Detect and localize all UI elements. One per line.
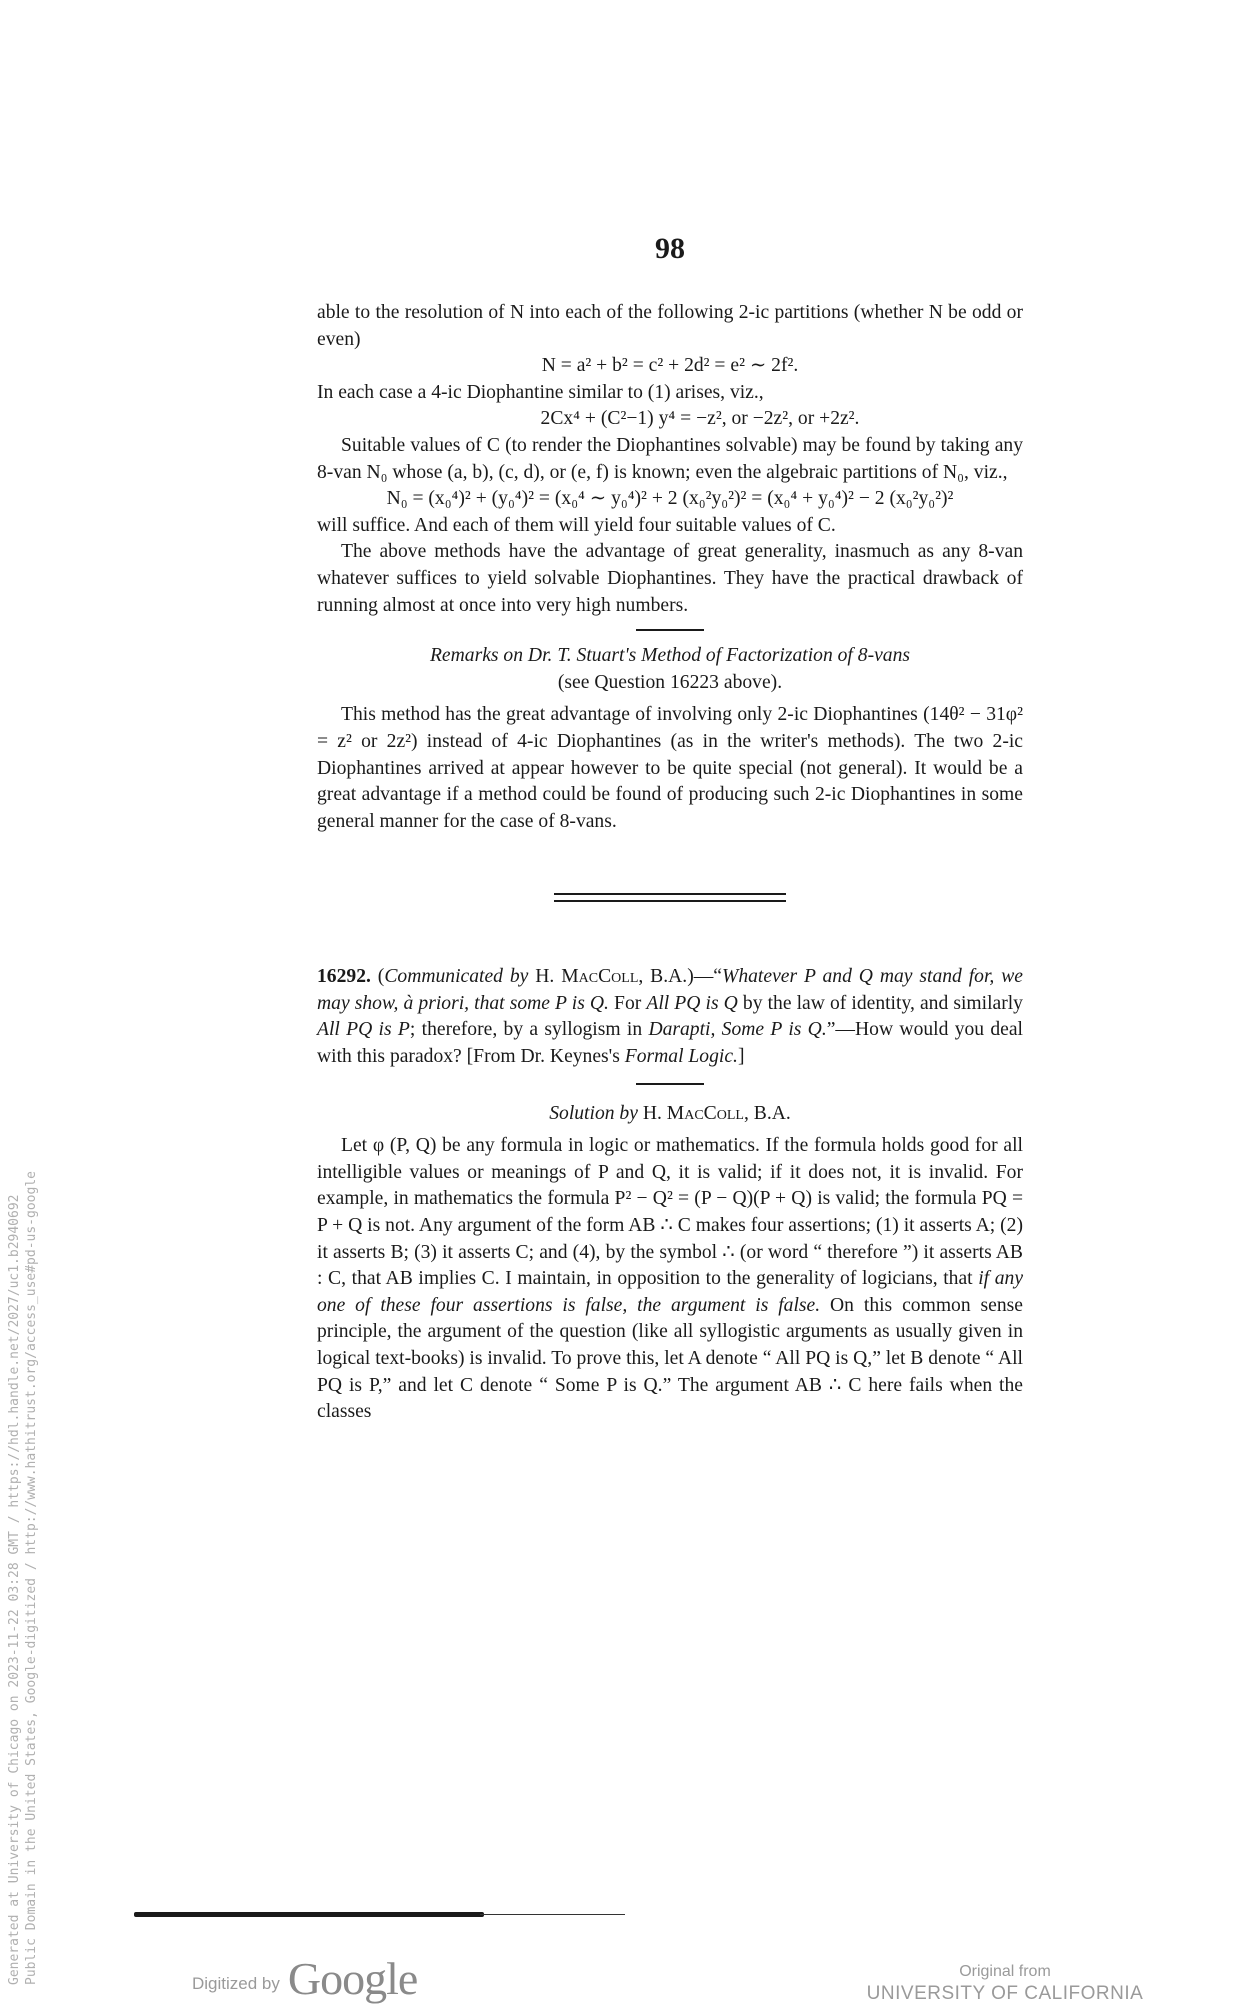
original-from-label: Original from <box>959 1963 1051 1980</box>
solution-heading: Solution by H. MacColl, B.A. <box>549 1102 791 1124</box>
question-number: 16292. <box>317 966 371 988</box>
digitized-by-label: Digitized by <box>192 1974 280 1993</box>
question-divider <box>636 1083 704 1085</box>
scan-edge-mark <box>134 1912 484 1917</box>
remarks-subheading: (see Question 16223 above). <box>557 671 783 693</box>
google-logo: Google <box>287 1953 418 2004</box>
paragraph-above-methods: The above methods have the advantage of great generality, inasmuch as any 8-van whatever suffices to yield solvable Diophantines. They have the practical drawback of running almost at once into very high numbers. <box>317 541 1023 616</box>
question-16292: 16292. (Communicated by H. MacColl, B.A.)—“Whatever P and Q may stand for, we may show, à priori, that some P is Q. For All PQ is Q by the law of identity, and similarly All PQ is P; therefore, by a syllogism in Darapti, Some P is Q.”—How would you deal with this paradox? [From Dr. Keynes's Formal Logic.] <box>317 966 1024 1068</box>
margin-watermark <box>6 985 40 1985</box>
paragraph-remarks: This method has the great advantage of involving only 2-ic Diophantines (14θ² − 31φ² = z² or 2z²) instead of 4-ic Diophantines (as in the writer's methods). The two 2-ic Diophantines arrived at appear however to be quite special (not general). It would be a great advantage if a method could be found of producing such 2-ic Diophantines in some general manner for the case of 8-vans. <box>317 704 1023 832</box>
institution-name: UNIVERSITY OF CALIFORNIA <box>866 1983 1144 2004</box>
margin-line-generated: Generated at University of Chicago on 2023-11-22 03:28 GMT / https://hdl.handle.net/2027/uc1.b2940692 <box>7 1194 22 1985</box>
equation-partitions: N = a² + b² = c² + 2d² = e² ∼ 2f². <box>541 355 799 377</box>
equation-algebraic-partitions: N₀ = (x₀⁴)² + (y₀⁴)² = (x₀⁴ ∼ y₀⁴)² + 2 (x₀²y₀²)² = (x₀⁴ + y₀⁴)² − 2 (x₀²y₀²)² <box>386 488 954 510</box>
double-rule-divider <box>554 893 786 902</box>
remarks-heading: Remarks on Dr. T. Stuart's Method of Factorization of 8-vans <box>429 645 911 667</box>
paragraph-partitions: able to the resolution of N into each of the following 2-ic partitions (whether N be odd or even) <box>317 302 1023 350</box>
question-author: H. MacColl <box>535 966 639 988</box>
digitized-by-google <box>192 1952 417 2002</box>
scan-edge-line <box>480 1914 625 1915</box>
original-from <box>855 1962 1155 2006</box>
margin-line-public-domain: Public Domain in the United States, Google-digitized / http://www.hathitrust.org/access_use#pd-us-google <box>24 1171 39 1985</box>
paragraph-suitable-values: Suitable values of C (to render the Diophantines solvable) may be found by taking any 8-van N₀ whose (a, b), (c, d), or (e, f) is known; even the algebraic partitions of N₀, viz., <box>317 434 1023 483</box>
equation-diophantine: 2Cx⁴ + (C²−1) y⁴ = −z², or −2z², or +2z². <box>540 408 860 430</box>
paragraph-solution: Let φ (P, Q) be any formula in logic or mathematics. If the formula holds good for all intelligible values or meanings of P and Q, it is valid; if it does not, it is invalid. For example, in mathematics the formula P² − Q² = (P − Q)(P + Q) is valid; the formula PQ = P + Q is not. Any argument of the form AB ∴ C makes four assertions; (1) it asserts A; (2) it asserts B; (3) it asserts C; and (4), by the symbol ∴ (or word “ therefore ”) it asserts AB : C, that AB implies C. I maintain, in opposition to the generality of logicians, that if any one of these four assertions is false, the argument is false. On this common sense principle, the argument of the question (like all syllogistic arguments as usually given in logical text-books) is invalid. To prove this, let A denote “ All PQ is Q,” let B denote “ All PQ is P,” and let C denote “ Some P is Q.” The argument AB ∴ C here fails when the classes <box>317 1135 1024 1423</box>
page-body <box>317 300 1023 1426</box>
paragraph-each-case: In each case a 4-ic Diophantine similar to (1) arises, viz., <box>317 381 764 403</box>
section-divider <box>636 629 704 631</box>
paragraph-will-suffice: will suffice. And each of them will yield four suitable values of C. <box>317 514 836 536</box>
page-number: 98 <box>655 232 685 265</box>
